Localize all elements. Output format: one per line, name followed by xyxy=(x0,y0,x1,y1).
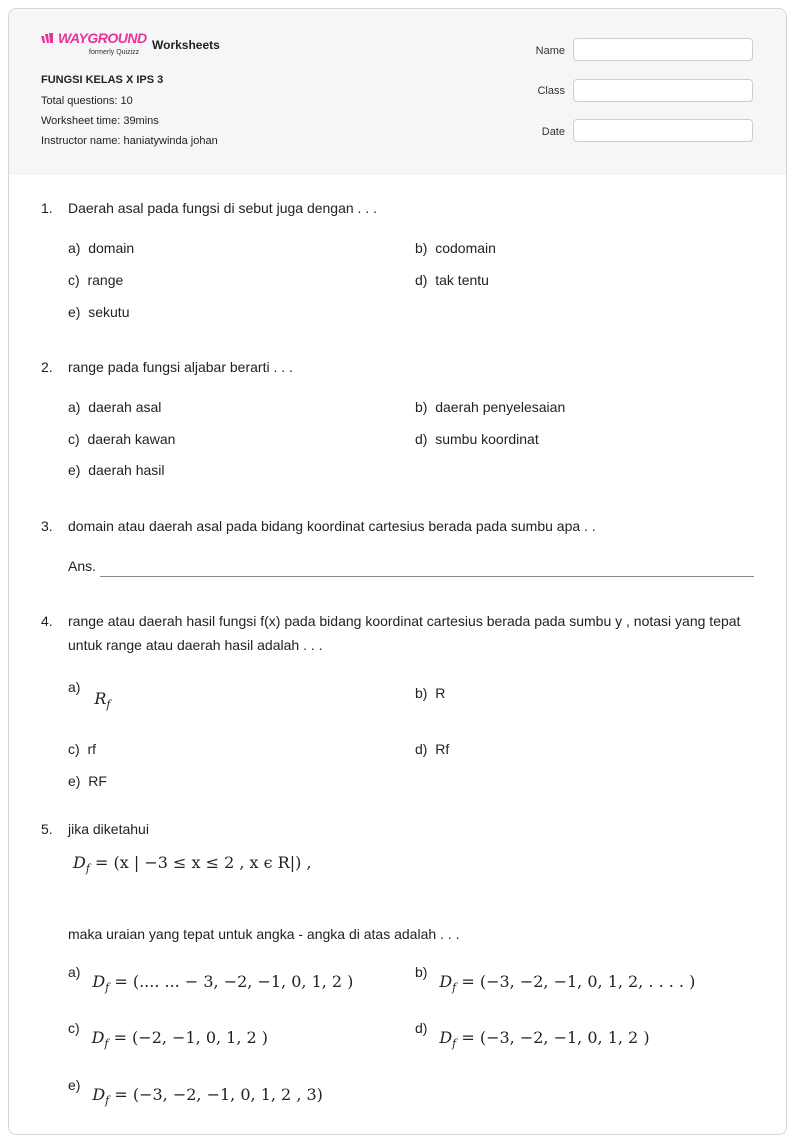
option-e[interactable] xyxy=(68,304,129,320)
logo-mark-icon xyxy=(41,33,55,45)
option-e[interactable] xyxy=(68,1075,323,1108)
option-letter: e) xyxy=(68,462,81,478)
option-set: = (−3, −2, −1, 0, 1, 2, . . . . ) xyxy=(461,972,696,991)
option-text: rf xyxy=(87,741,97,757)
option-text: daerah hasil xyxy=(88,462,165,478)
option-set: = (.... ... − 3, −2, −1, 0, 1, 2 ) xyxy=(114,972,354,991)
math-subscript: f xyxy=(106,698,111,712)
question-number: 4. xyxy=(41,613,53,629)
formula-text: = (x | −3 ≤ x ≤ 2 , x ϵ R|) , xyxy=(95,853,312,872)
worksheet-header xyxy=(9,9,786,174)
option-text: tak tentu xyxy=(435,272,489,288)
wayground-logo xyxy=(41,30,147,59)
option-math: $D_f = (-3$, −2, −1, 0, 1, 2 , 3) xyxy=(92,1085,323,1108)
option-b[interactable] xyxy=(415,240,496,256)
option-a[interactable] xyxy=(68,240,134,256)
option-letter: a) xyxy=(68,240,81,256)
date-label: Date xyxy=(541,126,565,138)
option-math: $D_f = (-2$, −1, 0, 1, 2 ) xyxy=(91,1028,269,1051)
instructor-name: Instructor name: haniatywinda johan xyxy=(41,135,218,147)
option-letter: b) xyxy=(415,240,428,256)
total-questions: Total questions: 10 xyxy=(41,95,133,107)
option-letter: d) xyxy=(415,741,428,757)
option-set: = (−3, −2, −1, 0, 1, 2 ) xyxy=(461,1028,650,1047)
option-math xyxy=(94,689,111,712)
option-a[interactable] xyxy=(68,677,111,712)
question-text: domain atau daerah asal pada bidang koordinat cartesius berada pada sumbu apa . . xyxy=(68,518,596,534)
math-symbol: R xyxy=(94,689,107,708)
option-e[interactable] xyxy=(68,462,165,478)
option-d[interactable] xyxy=(415,1018,650,1051)
option-text: RF xyxy=(88,773,107,789)
brand-label: Worksheets xyxy=(152,38,220,52)
option-d[interactable] xyxy=(415,431,539,447)
option-set: = (−3, −2, −1, 0, 1, 2 , 3) xyxy=(114,1085,323,1104)
option-d[interactable] xyxy=(415,741,449,757)
question-text: jika diketahui xyxy=(68,821,149,837)
option-text: sumbu koordinat xyxy=(435,431,539,447)
answer-line[interactable] xyxy=(100,576,754,577)
question-number: 3. xyxy=(41,518,53,534)
option-letter: d) xyxy=(415,272,428,288)
option-text: R xyxy=(435,685,446,701)
date-field[interactable] xyxy=(573,119,753,142)
logo-subtitle: formerly Quizizz xyxy=(89,49,140,56)
answer-label: Ans. xyxy=(68,558,97,574)
option-text: daerah kawan xyxy=(87,431,176,447)
option-math: $D_f = (-3$, −2, −1, 0, 1, 2 ) xyxy=(439,1028,650,1051)
class-field[interactable] xyxy=(573,79,753,102)
option-letter: c) xyxy=(68,1020,80,1036)
option-text: range xyxy=(87,272,124,288)
option-text: Rf xyxy=(435,741,450,757)
option-letter: a) xyxy=(68,964,81,980)
option-letter: a) xyxy=(68,679,81,695)
option-letter: e) xyxy=(68,773,81,789)
option-text: sekutu xyxy=(88,304,130,320)
question-text: range pada fungsi aljabar berarti . . . xyxy=(68,359,293,375)
option-math: $D_f = (-3$, −2, −1, 0, 1, 2, . . . . ) xyxy=(439,972,696,995)
worksheet-time: Worksheet time: 39mins xyxy=(41,115,159,127)
option-letter: b) xyxy=(415,685,428,701)
option-c[interactable] xyxy=(68,741,96,757)
option-c[interactable] xyxy=(68,272,123,288)
question-number: 1. xyxy=(41,200,53,216)
option-b[interactable] xyxy=(415,685,445,701)
option-letter: c) xyxy=(68,272,80,288)
option-letter: d) xyxy=(415,431,428,447)
option-text: domain xyxy=(88,240,135,256)
option-set: = (−2, −1, 0, 1, 2 ) xyxy=(113,1028,269,1047)
option-text: daerah penyelesaian xyxy=(435,399,566,415)
option-text: codomain xyxy=(435,240,496,256)
question-number: 5. xyxy=(41,821,53,837)
worksheet-page xyxy=(8,8,787,1135)
option-letter: d) xyxy=(415,1020,428,1036)
option-a[interactable] xyxy=(68,962,354,995)
option-c[interactable] xyxy=(68,1018,269,1051)
question-number: 2. xyxy=(41,359,53,375)
option-letter: c) xyxy=(68,741,80,757)
option-letter: e) xyxy=(68,304,81,320)
option-letter: b) xyxy=(415,964,428,980)
option-text: daerah asal xyxy=(88,399,162,415)
name-label: Name xyxy=(535,45,565,57)
option-letter: c) xyxy=(68,431,80,447)
option-letter: b) xyxy=(415,399,428,415)
option-d[interactable] xyxy=(415,272,489,288)
question-text: Daerah asal pada fungsi di sebut juga dengan . . . xyxy=(68,200,377,216)
question-text: range atau daerah hasil fungsi f(x) pada bidang koordinat cartesius berada pada sumbu y , notasi yang tepat untuk range atau daerah hasil adalah . . . xyxy=(68,613,741,653)
option-c[interactable] xyxy=(68,431,175,447)
option-letter: e) xyxy=(68,1077,81,1093)
option-b[interactable] xyxy=(415,962,696,995)
question-text-2: maka uraian yang tepat untuk angka - angka di atas adalah . . . xyxy=(68,926,460,942)
logo-text: WAYGROUND xyxy=(58,30,147,46)
class-label: Class xyxy=(537,85,565,97)
option-e[interactable] xyxy=(68,773,107,789)
option-b[interactable] xyxy=(415,399,565,415)
option-math: $D_f$ = (.... ... − 3, −2, −1, 0, 1, 2 ) xyxy=(92,972,354,995)
option-letter: a) xyxy=(68,399,81,415)
name-field[interactable] xyxy=(573,38,753,61)
worksheet-title: FUNGSI KELAS X IPS 3 xyxy=(41,74,164,86)
option-a[interactable] xyxy=(68,399,161,415)
given-formula: $D_f = (x$ | −3 ≤ x ≤ 2 , x ϵ R|) , xyxy=(73,853,312,876)
